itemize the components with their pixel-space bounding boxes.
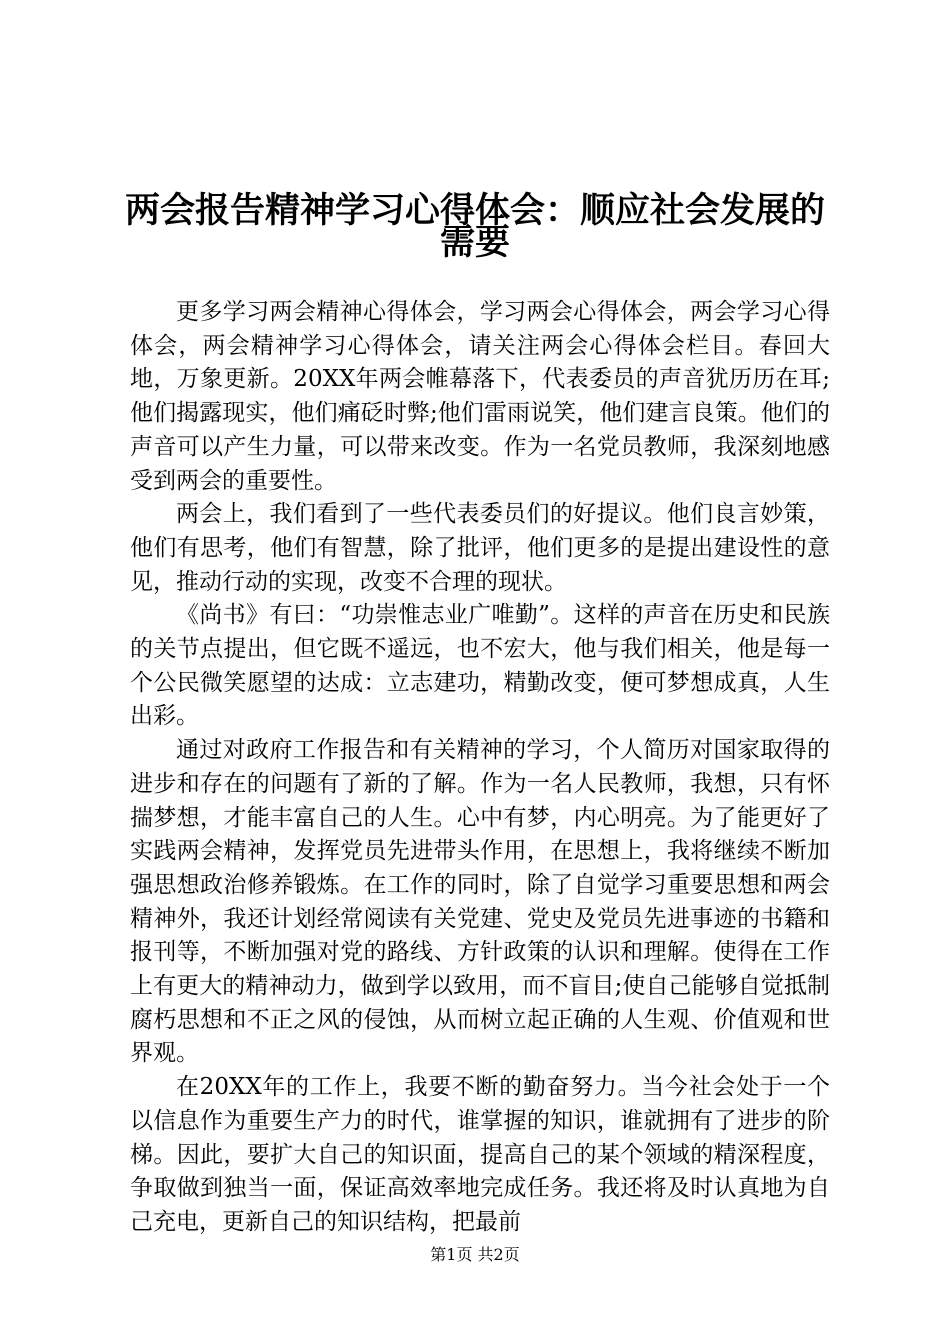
document-body — [130, 296, 830, 1240]
paragraph: 在20XX年的工作上，我要不断的勤奋努力。当今社会处于一个以信息作为重要生产力的时代，谁掌握的知识，谁就拥有了进步的阶梯。因此，要扩大自己的知识面，提高自己的某个领域的精深程度，争取做到独当一面，保证高效率地完成任务。我还将及时认真地为自己充电，更新自己的知识结构，把最前 — [130, 1074, 830, 1235]
paragraph: 《尚书》有曰：“功崇惟志业广唯勤”。这样的声音在历史和民族的关节点提出，但它既不遥远，也不宏大，他与我们相关，他是每一个公民微笑愿望的达成：立志建功，精勤改变，便可梦想成真，人生出彩。 — [130, 602, 830, 730]
paragraph: 两会上，我们看到了一些代表委员们的好提议。他们良言妙策，他们有思考，他们有智慧，除了批评，他们更多的是提出建设性的意见，推动行动的实现，改变不合理的现状。 — [130, 501, 830, 595]
document-title-continued: 需要 — [439, 223, 510, 263]
paragraph: 更多学习两会精神心得体会，学习两会心得体会，两会学习心得体会，两会精神学习心得体会，请关注两会心得体会栏目。春回大地，万象更新。20XX年两会帷幕落下，代表委员的声音犹历历在耳;他们揭露现实，他们痛砭时弊;他们雷雨说笑，他们建言良策。他们的声音可以产生力量，可以带来改变。作为一名党员教师，我深刻地感受到两会的重要性。 — [130, 299, 830, 494]
page-footer — [0, 1243, 950, 1267]
document-title: 两会报告精神学习心得体会：顺应社会发展的 — [124, 191, 825, 231]
page-indicator: 第1页 共2页 — [430, 1245, 520, 1264]
paragraph: 通过对政府工作报告和有关精神的学习，个人简历对国家取得的进步和存在的问题有了新的了解。作为一名人民教师，我想，只有怀揣梦想，才能丰富自己的人生。心中有梦，内心明亮。为了能更好了实践两会精神，发挥党员先进带头作用，在思想上，我将继续不断加强思想政治修养锻炼。在工作的同时，除了自觉学习重要思想和两会精神外，我还计划经常阅读有关党建、党史及党员先进事迹的书籍和报刊等，不断加强对党的路线、方针政策的认识和理解。使得在工作上有更大的精神动力，做到学以致用，而不盲目;使自己能够自觉抵制腐朽思想和不正之风的侵蚀，从而树立起正确的人生观、价值观和世界观。 — [130, 737, 830, 1067]
